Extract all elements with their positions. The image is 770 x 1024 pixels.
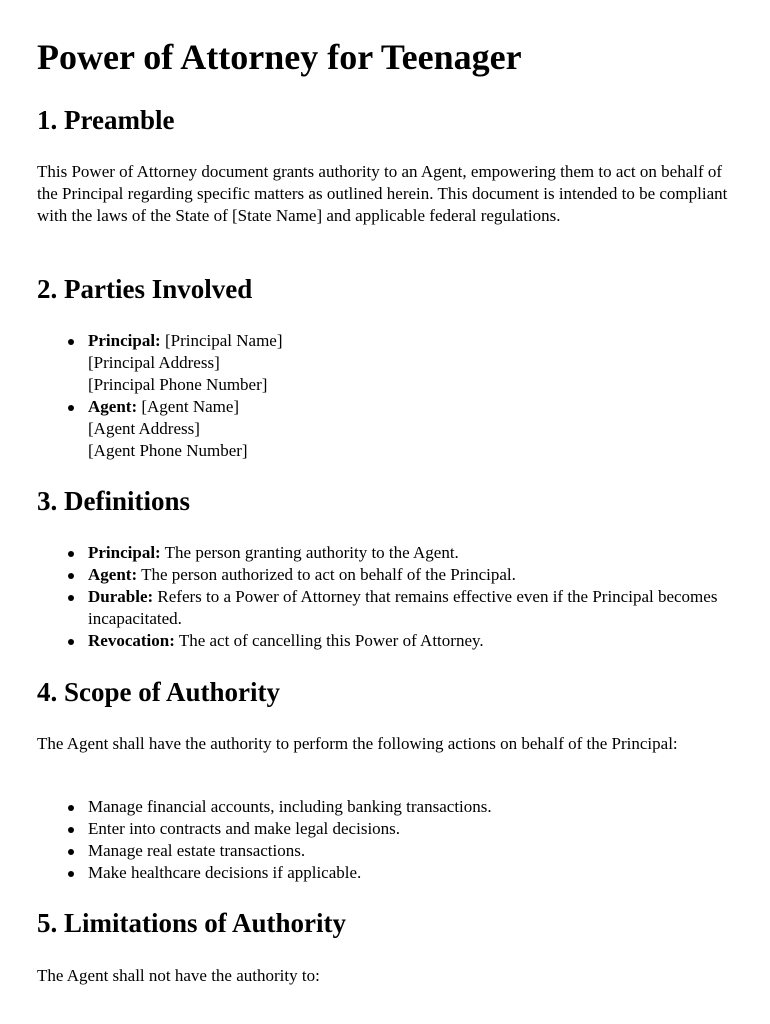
definition-text: The act of cancelling this Power of Attorney.: [178, 631, 484, 650]
list-item-agent: [88, 396, 740, 462]
list-item: [88, 542, 740, 564]
definition-term: Revocation:: [88, 631, 175, 650]
agent-phone: [Agent Phone Number]: [88, 441, 248, 460]
definition-term: Agent:: [88, 565, 138, 584]
limitations-heading: 5. Limitations of Authority: [37, 908, 347, 938]
principal-address: [Principal Address]: [88, 353, 220, 372]
principal-name: [Principal Name]: [164, 331, 283, 350]
preamble-heading: 1. Preamble: [37, 105, 175, 135]
list-item: Make healthcare decisions if applicable.: [88, 862, 740, 884]
list-item: Enter into contracts and make legal decisions.: [88, 818, 740, 840]
definitions-heading: 3. Definitions: [37, 486, 191, 516]
agent-address: [Agent Address]: [88, 419, 200, 438]
definition-term: Durable:: [88, 587, 154, 606]
agent-name: [Agent Name]: [141, 397, 240, 416]
definition-text: The person granting authority to the Agent.: [164, 543, 459, 562]
list-item: Manage financial accounts, including banking transactions.: [88, 796, 740, 818]
list-item: [88, 564, 740, 586]
list-item: [88, 630, 740, 652]
definition-text: Refers to a Power of Attorney that remains effective even if the Principal becomes incapacitated.: [88, 587, 718, 628]
definition-term: Principal:: [88, 543, 161, 562]
scope-heading: 4. Scope of Authority: [37, 677, 280, 707]
list-item-principal: [88, 330, 740, 396]
preamble-text: This Power of Attorney document grants authority to an Agent, empowering them to act on behalf of the Principal regarding specific matters as outlined herein. This document is intended to be compliant with the laws of the State of [State Name] and applicable federal regulations.: [37, 162, 728, 225]
scope-list: [37, 796, 740, 884]
agent-label: Agent:: [88, 397, 138, 416]
scope-intro: The Agent shall have the authority to perform the following actions on behalf of the Principal:: [37, 734, 678, 753]
definition-text: The person authorized to act on behalf of the Principal.: [141, 565, 516, 584]
definitions-list: [37, 542, 740, 652]
principal-label: Principal:: [88, 331, 161, 350]
limitations-intro: The Agent shall not have the authority to:: [37, 966, 320, 985]
list-item: Manage real estate transactions.: [88, 840, 740, 862]
list-item: [88, 586, 740, 630]
parties-heading: 2. Parties Involved: [37, 274, 253, 304]
parties-list: [37, 330, 740, 462]
principal-phone: [Principal Phone Number]: [88, 375, 268, 394]
document-title: Power of Attorney for Teenager: [37, 37, 522, 77]
